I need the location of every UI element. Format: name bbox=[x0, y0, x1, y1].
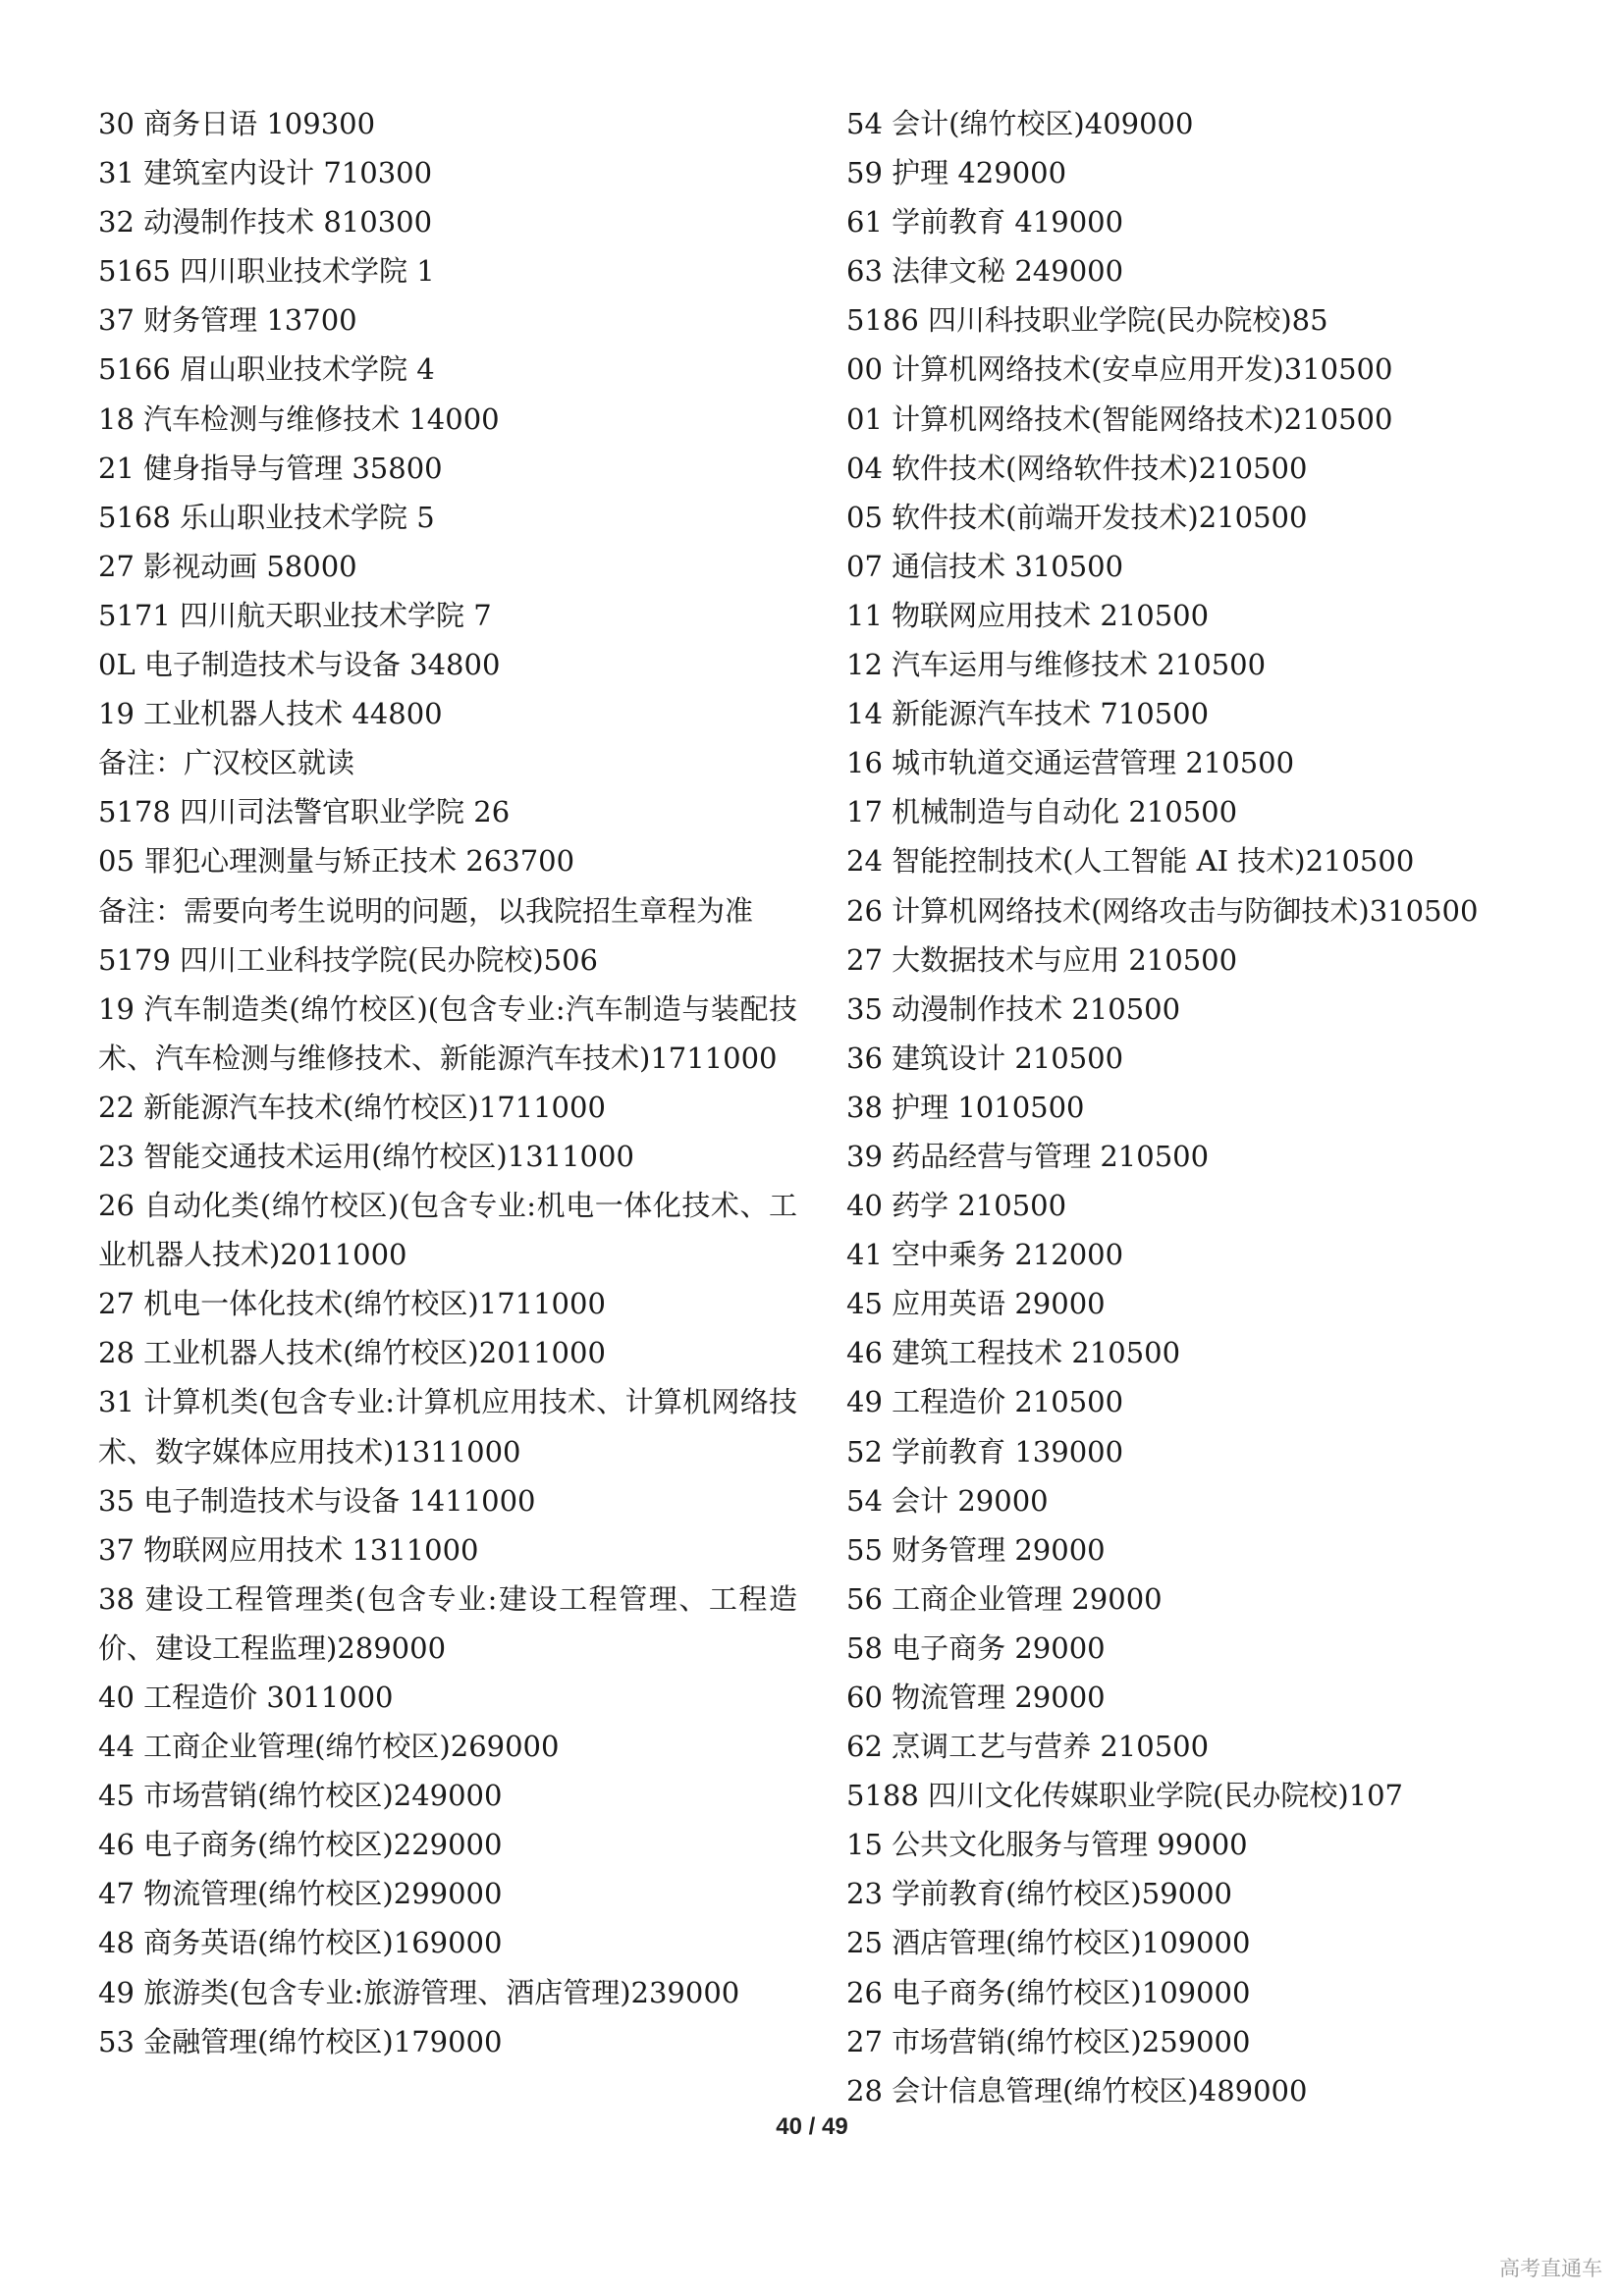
list-item: 19 汽车制造类(绵竹校区)(包含专业:汽车制造与装配技术、汽车检测与维修技术、新能源汽车技术)1711000 bbox=[98, 991, 797, 1075]
list-item: 32 动漫制作技术 810300 bbox=[98, 205, 433, 240]
school-heading: 5166 眉山职业技术学院 4 bbox=[98, 352, 435, 387]
list-item: 56 工商企业管理 29000 bbox=[846, 1581, 1163, 1616]
list-item: 40 工程造价 3011000 bbox=[98, 1681, 394, 1714]
list-item: 45 应用英语 29000 bbox=[846, 1287, 1106, 1321]
list-item: 26 自动化类(绵竹校区)(包含专业:机电一体化技术、工业机器人技术)2011000 bbox=[98, 1189, 797, 1272]
list-item: 04 软件技术(网络软件技术)210500 bbox=[846, 451, 1308, 485]
list-item: 17 机械制造与自动化 210500 bbox=[846, 795, 1238, 829]
list-item: 24 智能控制技术(人工智能 AI 技术)210500 bbox=[846, 844, 1415, 879]
list-item: 54 会计(绵竹校区)409000 bbox=[846, 107, 1194, 140]
list-item: 36 建筑设计 210500 bbox=[846, 1041, 1124, 1075]
remark-note: 备注：广汉校区就读 bbox=[98, 746, 355, 780]
list-item: 22 新能源汽车技术(绵竹校区)1711000 bbox=[98, 1090, 606, 1124]
right-column bbox=[846, 99, 1553, 2115]
list-item: 46 建筑工程技术 210500 bbox=[846, 1336, 1181, 1370]
list-item: 52 学前教育 139000 bbox=[846, 1434, 1124, 1468]
list-item: 35 动漫制作技术 210500 bbox=[846, 991, 1181, 1026]
list-item: 0L 电子制造技术与设备 34800 bbox=[98, 648, 501, 682]
list-item: 00 计算机网络技术(安卓应用开发)310500 bbox=[846, 352, 1393, 387]
list-item: 45 市场营销(绵竹校区)249000 bbox=[98, 1779, 503, 1813]
list-item: 11 物联网应用技术 210500 bbox=[846, 598, 1210, 632]
list-item: 44 工商企业管理(绵竹校区)269000 bbox=[98, 1730, 560, 1764]
remark-note: 备注：需要向考生说明的问题，以我院招生章程为准 bbox=[98, 893, 754, 928]
list-item: 28 工业机器人技术(绵竹校区)2011000 bbox=[98, 1336, 606, 1370]
list-item: 49 工程造价 210500 bbox=[846, 1385, 1124, 1419]
left-column bbox=[98, 99, 797, 2066]
list-item: 05 软件技术(前端开发技术)210500 bbox=[846, 500, 1308, 534]
list-item: 40 药学 210500 bbox=[846, 1189, 1067, 1223]
school-heading: 5168 乐山职业技术学院 5 bbox=[98, 500, 435, 534]
school-heading: 5186 四川科技职业学院(民办院校)85 bbox=[846, 303, 1328, 338]
watermark-text: 高考直通车 bbox=[1499, 2257, 1602, 2280]
list-item: 46 电子商务(绵竹校区)229000 bbox=[98, 1828, 503, 1862]
school-heading: 5179 四川工业科技学院(民办院校)506 bbox=[98, 942, 599, 977]
list-item: 59 护理 429000 bbox=[846, 156, 1067, 190]
school-heading: 5171 四川航天职业技术学院 7 bbox=[98, 598, 492, 632]
list-item: 28 会计信息管理(绵竹校区)489000 bbox=[846, 2073, 1308, 2108]
list-item: 26 电子商务(绵竹校区)109000 bbox=[846, 1975, 1251, 2009]
list-item: 41 空中乘务 212000 bbox=[846, 1238, 1124, 1272]
list-item: 63 法律文秘 249000 bbox=[846, 254, 1124, 289]
school-heading: 5178 四川司法警官职业学院 26 bbox=[98, 795, 511, 829]
list-item: 38 护理 1010500 bbox=[846, 1090, 1085, 1124]
list-item: 60 物流管理 29000 bbox=[846, 1681, 1106, 1714]
list-item: 54 会计 29000 bbox=[846, 1483, 1049, 1518]
list-item: 27 影视动画 58000 bbox=[98, 549, 357, 583]
list-item: 48 商务英语(绵竹校区)169000 bbox=[98, 1926, 503, 1960]
list-item: 35 电子制造技术与设备 1411000 bbox=[98, 1483, 536, 1518]
list-item: 18 汽车检测与维修技术 14000 bbox=[98, 401, 500, 436]
list-item: 26 计算机网络技术(网络攻击与防御技术)310500 bbox=[846, 893, 1479, 928]
school-heading: 5188 四川文化传媒职业学院(民办院校)107 bbox=[846, 1779, 1404, 1813]
list-item: 55 财务管理 29000 bbox=[846, 1532, 1106, 1567]
list-item: 12 汽车运用与维修技术 210500 bbox=[846, 648, 1267, 682]
list-item: 05 罪犯心理测量与矫正技术 263700 bbox=[98, 844, 575, 879]
list-item: 25 酒店管理(绵竹校区)109000 bbox=[846, 1926, 1251, 1960]
list-item: 16 城市轨道交通运营管理 210500 bbox=[846, 746, 1295, 780]
list-item: 14 新能源汽车技术 710500 bbox=[846, 697, 1210, 731]
list-item: 38 建设工程管理类(包含专业:建设工程管理、工程造价、建设工程监理)289000 bbox=[98, 1581, 797, 1665]
list-item: 07 通信技术 310500 bbox=[846, 549, 1124, 583]
list-item: 01 计算机网络技术(智能网络技术)210500 bbox=[846, 401, 1393, 436]
list-item: 27 机电一体化技术(绵竹校区)1711000 bbox=[98, 1287, 606, 1321]
list-item: 53 金融管理(绵竹校区)179000 bbox=[98, 2024, 503, 2058]
list-item: 49 旅游类(包含专业:旅游管理、酒店管理)239000 bbox=[98, 1975, 740, 2009]
list-item: 31 建筑室内设计 710300 bbox=[98, 156, 433, 190]
list-item: 19 工业机器人技术 44800 bbox=[98, 697, 443, 731]
list-item: 61 学前教育 419000 bbox=[846, 205, 1124, 240]
list-item: 37 物联网应用技术 1311000 bbox=[98, 1532, 479, 1567]
list-item: 47 物流管理(绵竹校区)299000 bbox=[98, 1877, 503, 1911]
list-item: 31 计算机类(包含专业:计算机应用技术、计算机网络技术、数字媒体应用技术)1311000 bbox=[98, 1385, 797, 1468]
school-heading: 5165 四川职业技术学院 1 bbox=[98, 254, 435, 289]
list-item: 23 智能交通技术运用(绵竹校区)1311000 bbox=[98, 1139, 634, 1173]
list-item: 27 市场营销(绵竹校区)259000 bbox=[846, 2024, 1251, 2058]
list-item: 62 烹调工艺与营养 210500 bbox=[846, 1730, 1210, 1764]
page-number: 40 / 49 bbox=[776, 2113, 848, 2140]
list-item: 15 公共文化服务与管理 99000 bbox=[846, 1828, 1248, 1862]
list-item: 37 财务管理 13700 bbox=[98, 303, 357, 338]
list-item: 27 大数据技术与应用 210500 bbox=[846, 942, 1238, 977]
list-item: 58 电子商务 29000 bbox=[846, 1630, 1106, 1665]
list-item: 39 药品经营与管理 210500 bbox=[846, 1139, 1210, 1173]
list-item: 21 健身指导与管理 35800 bbox=[98, 451, 443, 485]
list-item: 30 商务日语 109300 bbox=[98, 107, 376, 140]
list-item: 23 学前教育(绵竹校区)59000 bbox=[846, 1877, 1233, 1911]
